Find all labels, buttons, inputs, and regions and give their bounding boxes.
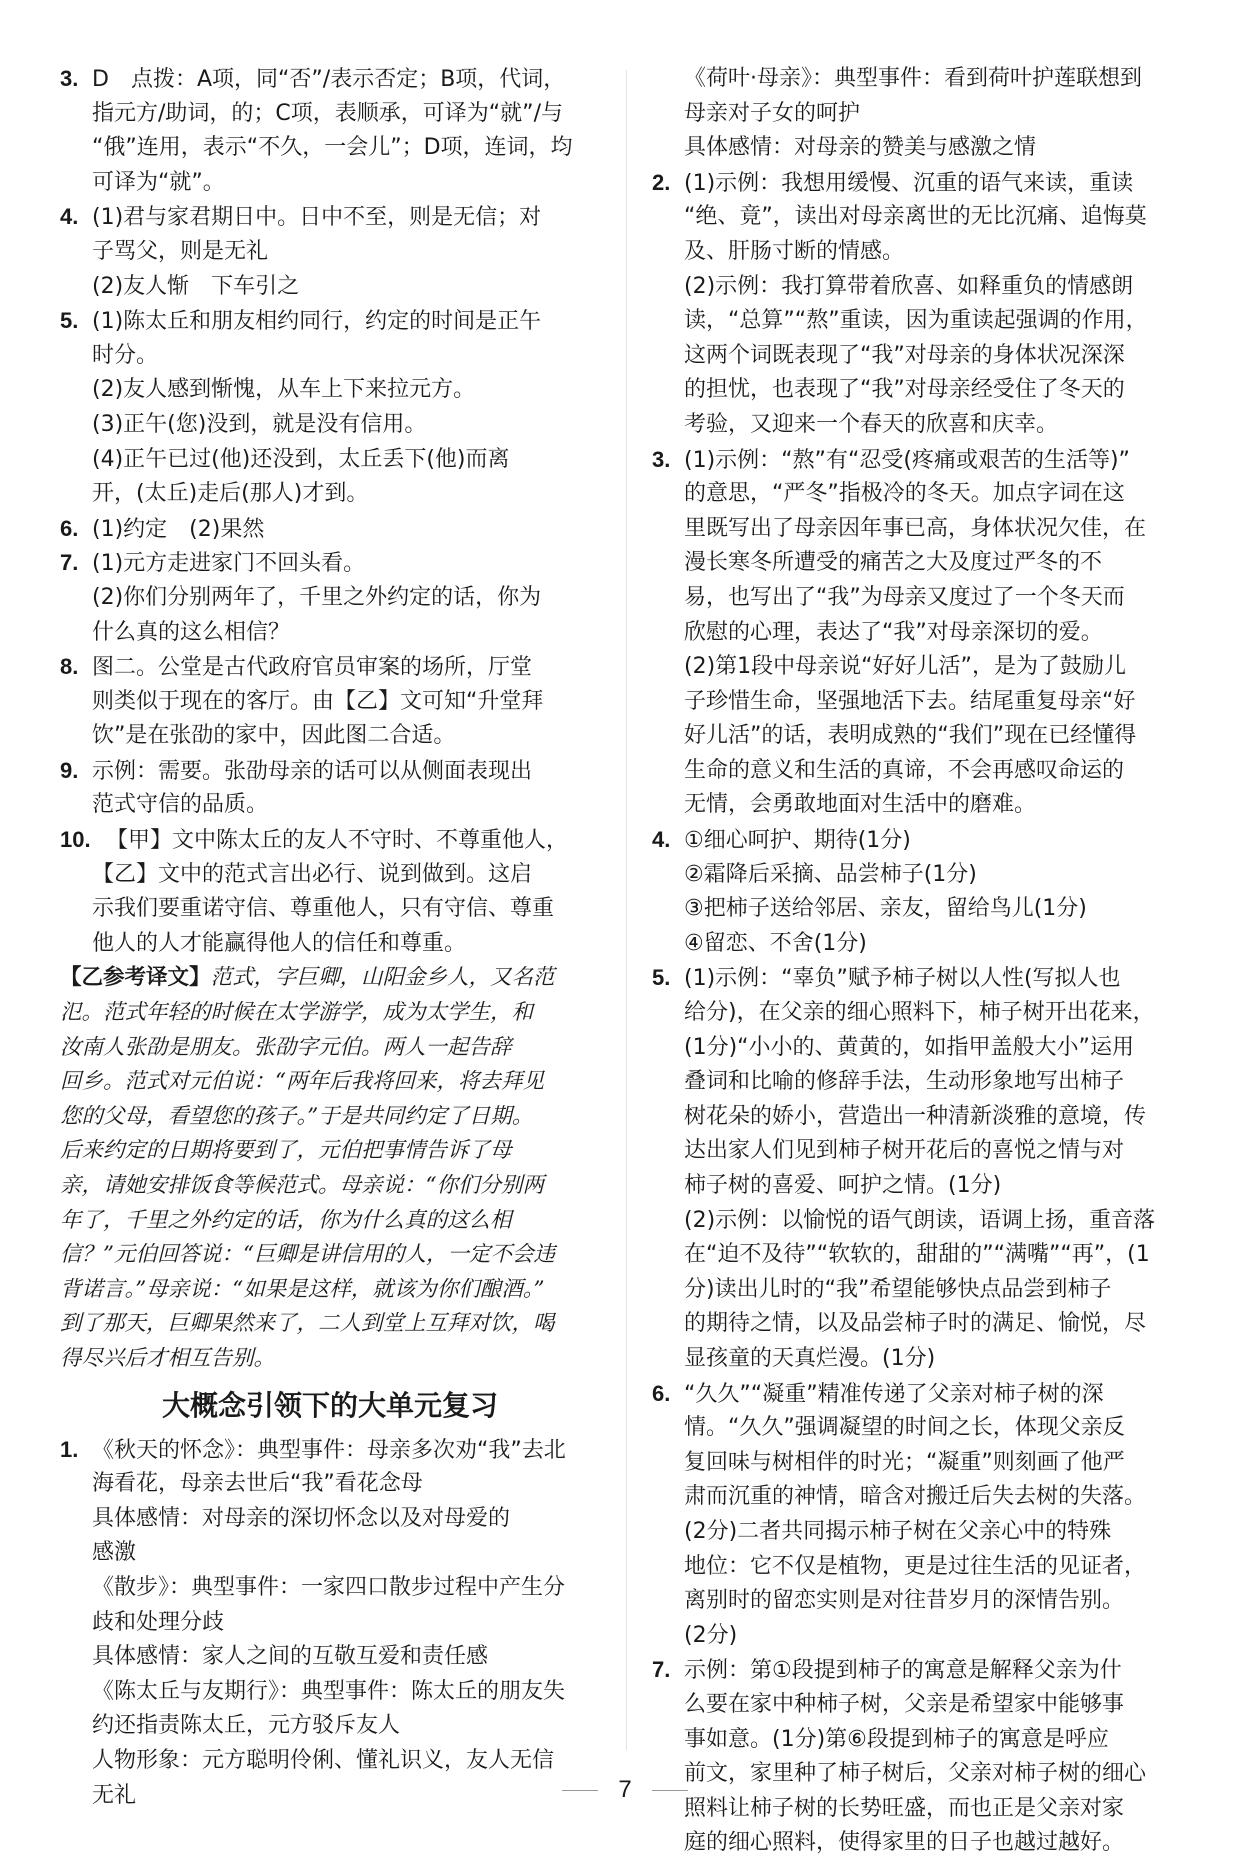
- answer-line: [652, 788, 1197, 823]
- answer-text: 事如意。(1分)第⑥段提到柿子的寓意是呼应: [684, 1726, 1109, 1752]
- answer-line: [60, 1606, 600, 1641]
- answer-text: 庭的细心照料，使得家里的日子也越过越好。: [684, 1830, 1125, 1856]
- answer-text: (1)元方走进家门不回头看。: [92, 551, 366, 577]
- answer-line: [652, 616, 1197, 651]
- answer-line: [652, 1342, 1197, 1377]
- answer-text: 具体感情：对母亲的深切怀念以及对母爱的: [92, 1505, 511, 1531]
- answer-text: 则类似于现在的客厅。由【乙】文可知“升堂拜: [92, 688, 544, 714]
- answer-text: (2)第1段中母亲说“好好儿活”，是为了鼓励儿: [684, 654, 1126, 680]
- answer-line: [652, 927, 1197, 962]
- answer-text: 么要在家中种柿子树，父亲是希望家中能够事: [684, 1691, 1125, 1717]
- answer-line: [60, 131, 600, 166]
- answer-text: 人物形象：元方聪明伶俐、懂礼识义，友人无信: [92, 1747, 555, 1773]
- review-section: [60, 1433, 600, 1814]
- answer-text: 具体感情：对母亲的赞美与感激之情: [684, 135, 1037, 161]
- answer-line: [652, 1480, 1197, 1515]
- answer-text: (3)正午(您)没到，就是没有信用。: [92, 411, 427, 437]
- answer-text: 开，(太丘)走后(那人)才到。: [92, 481, 369, 507]
- answer-item: [652, 1653, 1197, 1688]
- translation-line: 到了那天，巨卿果然来了，二人到堂上互拜对饮，喝: [60, 1311, 555, 1337]
- answer-text: 分)读出儿时的“我”希望能够快点品尝到柿子: [684, 1276, 1112, 1302]
- answer-text: 示我们要重诺守信、尊重他人，只有守信、尊重: [92, 896, 555, 922]
- answer-item: [652, 166, 1197, 201]
- answer-text: 示例：需要。张劭母亲的话可以从侧面表现出: [92, 758, 533, 784]
- answer-text: 好儿活”的话，表明成熟的“我们”现在已经懂得: [684, 723, 1137, 749]
- answer-text: 及、肝肠寸断的情感。: [684, 238, 905, 264]
- answer-line: [652, 62, 1197, 97]
- answer-line: [652, 408, 1197, 443]
- answer-item: [60, 200, 600, 235]
- answer-text: (2分): [684, 1622, 738, 1648]
- answer-line: [652, 1065, 1197, 1100]
- answer-text: 复回味与树相伴的时光；“凝重”则刻画了他严: [684, 1449, 1125, 1475]
- answer-text: 约还指责陈太丘，元方驳斥友人: [92, 1713, 401, 1739]
- answer-line: [652, 685, 1197, 720]
- answer-line: [60, 270, 600, 305]
- answer-item: [60, 1433, 600, 1468]
- answer-text: 子珍惜生命，坚强地活下去。结尾重复母亲“好: [684, 688, 1136, 714]
- answer-text: 海看花，母亲去世后“我”看花念母: [92, 1471, 423, 1497]
- answer-line: [60, 892, 600, 927]
- answer-line: [60, 235, 600, 270]
- answer-text: (2分)二者共同揭示柿子树在父亲心中的特殊: [684, 1518, 1112, 1544]
- answer-text: “俄”连用，表示“不久，一会儿”；D项，连词，均: [92, 135, 573, 161]
- page-number: 7: [618, 1776, 632, 1803]
- answer-item: [60, 304, 600, 339]
- question-number: 8.: [60, 654, 79, 680]
- answer-text: “久久”“凝重”精准传递了父亲对柿子树的深: [684, 1381, 1104, 1407]
- answer-text: ④留恋、不舍(1分): [684, 930, 867, 956]
- answer-line: [652, 581, 1197, 616]
- answer-line: [60, 1709, 600, 1744]
- answer-line: [60, 477, 600, 512]
- answer-text: (1分)“小小的、黄黄的，如指甲盖般大小”运用: [684, 1034, 1134, 1060]
- question-number: 2.: [652, 169, 671, 195]
- translation-first-line: 范式，字巨卿，山阳金乡人，又名范: [210, 965, 555, 991]
- answer-line: [652, 546, 1197, 581]
- answer-text: 的担忧，也表现了“我”对母亲经受住了冬天的: [684, 377, 1125, 403]
- answer-line: [60, 927, 600, 962]
- answer-line: [652, 1169, 1197, 1204]
- translation-line: 年了，千里之外约定的话，你为什么真的这么相: [60, 1207, 512, 1233]
- question-number: 5.: [60, 308, 79, 334]
- answer-text: 里既写出了母亲因年事已高，身体状况欠佳，在: [684, 515, 1147, 541]
- answer-line: [652, 1446, 1197, 1481]
- answer-text: 肃而沉重的神情，暗含对搬迁后失去树的失落。: [684, 1484, 1147, 1510]
- answer-item: [652, 443, 1197, 478]
- answer-item: [652, 1377, 1197, 1412]
- answer-text: 地位：它不仅是植物，更是过往生活的见证者，: [684, 1553, 1147, 1579]
- answer-line: [60, 581, 600, 616]
- answer-text: 树花朵的娇小，营造出一种清新淡雅的意境，传: [684, 1103, 1147, 1129]
- answer-text: 子骂父，则是无礼: [92, 238, 269, 264]
- question-number: 6.: [652, 1380, 671, 1406]
- answer-item: [60, 650, 600, 685]
- answer-text: 欣慰的心理，表达了“我”对母亲深切的爱。: [684, 619, 1103, 645]
- answer-text: 饮”是在张劭的家中，因此图二合适。: [92, 723, 456, 749]
- answer-text: 的期待之情，以及品尝柿子时的满足、愉悦，尽: [684, 1311, 1147, 1337]
- translation-line: 您的父母，看望您的孩子。”于是共同约定了日期。: [60, 1103, 534, 1129]
- answer-line: [652, 1204, 1197, 1239]
- left-column: [60, 62, 600, 1813]
- answer-text: 《陈太丘与友期行》：典型事件：陈太丘的朋友失: [92, 1678, 566, 1704]
- answers-section: [60, 62, 600, 961]
- answer-text: 可译为“就”。: [92, 169, 225, 195]
- answer-line: [652, 719, 1197, 754]
- reference-translation: [60, 961, 600, 1376]
- section-heading: 大概念引领下的大单元复习: [161, 1388, 498, 1422]
- answer-line: [652, 996, 1197, 1031]
- answer-text: 柿子树的喜爱、呵护之情。(1分): [684, 1173, 1002, 1198]
- answer-line: [60, 1640, 600, 1675]
- answer-line: [60, 858, 600, 893]
- answer-text: 《秋天的怀念》：典型事件：母亲多次劝“我”去北: [92, 1437, 566, 1463]
- answer-line: [652, 1515, 1197, 1550]
- answer-text: 在“迫不及待”“软软的，甜甜的”“满嘴”“再”，(1: [684, 1242, 1150, 1268]
- answer-line: [652, 1723, 1197, 1758]
- answer-text: (1)陈太丘和朋友相约同行，约定的时间是正午: [92, 309, 542, 335]
- answer-text: (1)君与家君期日中。日中不至，则是无信；对: [92, 205, 542, 231]
- footer-dash-right: [652, 1790, 688, 1791]
- translation-line: 得尽兴后才相互告别。: [60, 1345, 276, 1371]
- answer-line: [60, 408, 600, 443]
- answer-text: 读，“总算”“熬”重读，因为重读起强调的作用，: [684, 308, 1148, 334]
- answer-line: [60, 443, 600, 478]
- answer-line: [652, 1688, 1197, 1723]
- answer-text: 照料让柿子树的长势旺盛，而也正是父亲对家: [684, 1795, 1125, 1821]
- answer-line: [60, 788, 600, 823]
- answer-text: (2)友人惭 下车引之: [92, 273, 300, 299]
- answer-item: [60, 546, 600, 581]
- question-number: 6.: [60, 515, 79, 541]
- answer-text: 《散步》：典型事件：一家四口散步过程中产生分: [92, 1574, 566, 1600]
- answer-item: [652, 823, 1197, 858]
- question-number: 1.: [60, 1436, 79, 1462]
- answer-line: [652, 1826, 1197, 1861]
- answer-line: [652, 235, 1197, 270]
- answer-text: 情。“久久”强调凝望的时间之长，体现父亲反: [684, 1415, 1125, 1441]
- answer-line: [652, 200, 1197, 235]
- answer-text: 《荷叶·母亲》：典型事件：看到荷叶护莲联想到: [684, 66, 1142, 91]
- answer-text: 离别时的留恋实则是对往昔岁月的深情告别。: [684, 1588, 1125, 1614]
- translation-line: 氾。范式年轻的时候在太学游学，成为太学生，和: [60, 1000, 534, 1026]
- answer-line: [652, 1273, 1197, 1308]
- answer-line: [652, 512, 1197, 547]
- translation-label: 【乙参考译文】: [60, 965, 211, 991]
- answer-line: [60, 1675, 600, 1710]
- answer-line: [60, 719, 600, 754]
- answer-line: [60, 1571, 600, 1606]
- answer-line: [652, 1584, 1197, 1619]
- answer-text: 叠词和比喻的修辞手法，生动形象地写出柿子: [684, 1069, 1125, 1095]
- question-number: 4.: [652, 827, 671, 853]
- answer-item: [652, 961, 1197, 996]
- answer-text: 这两个词既表现了“我”对母亲的身体状况深深: [684, 342, 1125, 368]
- answer-text: ③把柿子送给邻居、亲友，留给鸟儿(1分): [684, 896, 1087, 922]
- answer-text: 无情，会勇敢地面对生活中的磨难。: [684, 792, 1037, 818]
- answer-item: [60, 823, 600, 858]
- answer-text: (2)你们分别两年了，千里之外约定的话，你为: [92, 584, 542, 610]
- question-number: 7.: [60, 550, 79, 576]
- answer-text: 的意思，“严冬”指极冷的冬天。加点字词在这: [684, 481, 1125, 507]
- answer-text: 易，也写出了“我”为母亲又度过了一个冬天而: [684, 584, 1125, 610]
- answer-text: 考验，又迎来一个春天的欣喜和庆幸。: [684, 411, 1059, 437]
- answer-text: (1)约定 (2)果然: [92, 516, 265, 542]
- answer-line: [60, 373, 600, 408]
- answer-text: 他人的人才能赢得他人的信任和尊重。: [92, 930, 467, 956]
- answer-line: [60, 166, 600, 201]
- answer-text: 达出家人们见到柿子树开花后的喜悦之情与对: [684, 1138, 1125, 1164]
- answer-line: [652, 270, 1197, 305]
- answer-line: [652, 304, 1197, 339]
- answer-line: [60, 1744, 600, 1779]
- answer-text: 范式守信的品质。: [92, 792, 269, 818]
- answer-text: (2)示例：以愉悦的语气朗读，语调上扬，重音落: [684, 1207, 1156, 1233]
- answer-text: 给分)，在父亲的细心照料下，柿子树开出花来，: [684, 1000, 1155, 1026]
- page-footer: [0, 1776, 1250, 1804]
- answer-line: [652, 97, 1197, 132]
- translation-line: 亲，请她安排饭食等候范式。母亲说：“你们分别两: [60, 1173, 544, 1198]
- answer-text: ①细心呵护、期待(1分): [684, 828, 911, 854]
- answer-line: [652, 754, 1197, 789]
- answer-line: [60, 685, 600, 720]
- answer-line: [652, 892, 1197, 927]
- question-number: 9.: [60, 757, 79, 783]
- answer-line: [652, 858, 1197, 893]
- answer-text: 【甲】文中陈太丘的友人不守时、不尊重他人，: [106, 828, 569, 854]
- answer-text: “绝、竟”，读出对母亲离世的无比沉痛、追悔莫: [684, 204, 1147, 230]
- question-number: 10.: [60, 827, 91, 853]
- answer-text: 具体感情：家人之间的互敬互爱和责任感: [92, 1644, 489, 1670]
- answer-line: [652, 477, 1197, 512]
- answer-line: [652, 339, 1197, 374]
- answer-text: 图二。公堂是古代政府官员审案的场所，厅堂: [92, 655, 533, 681]
- answer-text: (2)友人感到惭愧，从车上下来拉元方。: [92, 377, 476, 403]
- answer-text: 感激: [92, 1540, 137, 1566]
- question-number: 5.: [652, 965, 671, 991]
- answer-line: [652, 1238, 1197, 1273]
- answer-line: [60, 1467, 600, 1502]
- question-number: 3.: [60, 66, 79, 91]
- answer-line: [652, 373, 1197, 408]
- answer-text: (1)示例：“辜负”赋予柿子树以人性(写拟人也: [684, 966, 1121, 992]
- question-number: 3.: [652, 446, 671, 472]
- answer-item: [60, 512, 600, 547]
- answer-text: 漫长寒冬所遭受的痛苦之大及度过严冬的不: [684, 550, 1103, 576]
- footer-dash-left: [562, 1790, 598, 1791]
- answer-line: [652, 650, 1197, 685]
- translation-line: 汝南人张劭是朋友。张劭字元伯。两人一起告辞: [60, 1034, 512, 1060]
- answer-line: [60, 1502, 600, 1537]
- review-answers-continued: [652, 62, 1197, 1861]
- answer-item: [60, 62, 600, 97]
- answer-text: ②霜降后采摘、品尝柿子(1分): [684, 861, 977, 887]
- answer-line: [652, 1100, 1197, 1135]
- answer-text: 歧和处理分歧: [92, 1609, 225, 1635]
- answer-line: [652, 1134, 1197, 1169]
- answer-line: [60, 1536, 600, 1571]
- answer-line: [60, 97, 600, 132]
- translation-line: 回乡。范式对元伯说：“两年后我将回来，将去拜见: [60, 1069, 544, 1095]
- answer-text: 指元方/助词，的；C项，表顺承，可译为“就”/与: [92, 100, 563, 126]
- answer-line: [652, 1619, 1197, 1654]
- answer-line: [652, 1411, 1197, 1446]
- answer-text: 无礼: [92, 1782, 137, 1808]
- answer-line: [60, 339, 600, 374]
- answer-line: [652, 1307, 1197, 1342]
- answer-text: 生命的意义和生活的真谛，不会再感叹命运的: [684, 757, 1125, 783]
- answer-text: 【乙】文中的范式言出必行、说到做到。这启: [92, 861, 533, 887]
- answer-text: (1)示例：我想用缓慢、沉重的语气来读，重读: [684, 170, 1134, 196]
- answer-text: (2)示例：我打算带着欣喜、如释重负的情感朗: [684, 273, 1134, 299]
- answer-item: [60, 754, 600, 789]
- question-number: 4.: [60, 204, 79, 230]
- answer-text: 显孩童的天真烂漫。(1分): [684, 1345, 936, 1371]
- answer-text: 母亲对子女的呵护: [684, 100, 861, 126]
- translation-line: 信？”元伯回答说：“巨卿是讲信用的人，一定不会违: [60, 1242, 555, 1268]
- answer-text: 时分。: [92, 342, 159, 368]
- answer-line: [652, 1550, 1197, 1585]
- answer-text: (4)正午已过(他)还没到，太丘丢下(他)而离: [92, 446, 510, 472]
- answer-text: D 点拨：A项，同“否”/表示否定；B项，代词，: [92, 67, 566, 92]
- translation-line: 背诺言。”母亲说：“如果是这样，就该为你们酿酒。”: [60, 1276, 545, 1302]
- answer-text: 什么真的这么相信？: [92, 619, 291, 645]
- answer-line: [652, 1031, 1197, 1066]
- answer-text: 示例：第①段提到柿子的寓意是解释父亲为什: [684, 1658, 1122, 1684]
- column-divider: [626, 70, 627, 1750]
- answer-text: (1)示例：“熬”有“忍受(疼痛或艰苦的生活等)”: [684, 447, 1130, 473]
- right-column: [652, 62, 1197, 1861]
- answer-line: [60, 616, 600, 651]
- answer-line: [652, 131, 1197, 166]
- answer-text: 前文，家里种了柿子树后，父亲对柿子树的细心: [684, 1761, 1147, 1787]
- translation-line: 后来约定的日期将要到了，元伯把事情告诉了母: [60, 1138, 512, 1164]
- question-number: 7.: [652, 1657, 671, 1683]
